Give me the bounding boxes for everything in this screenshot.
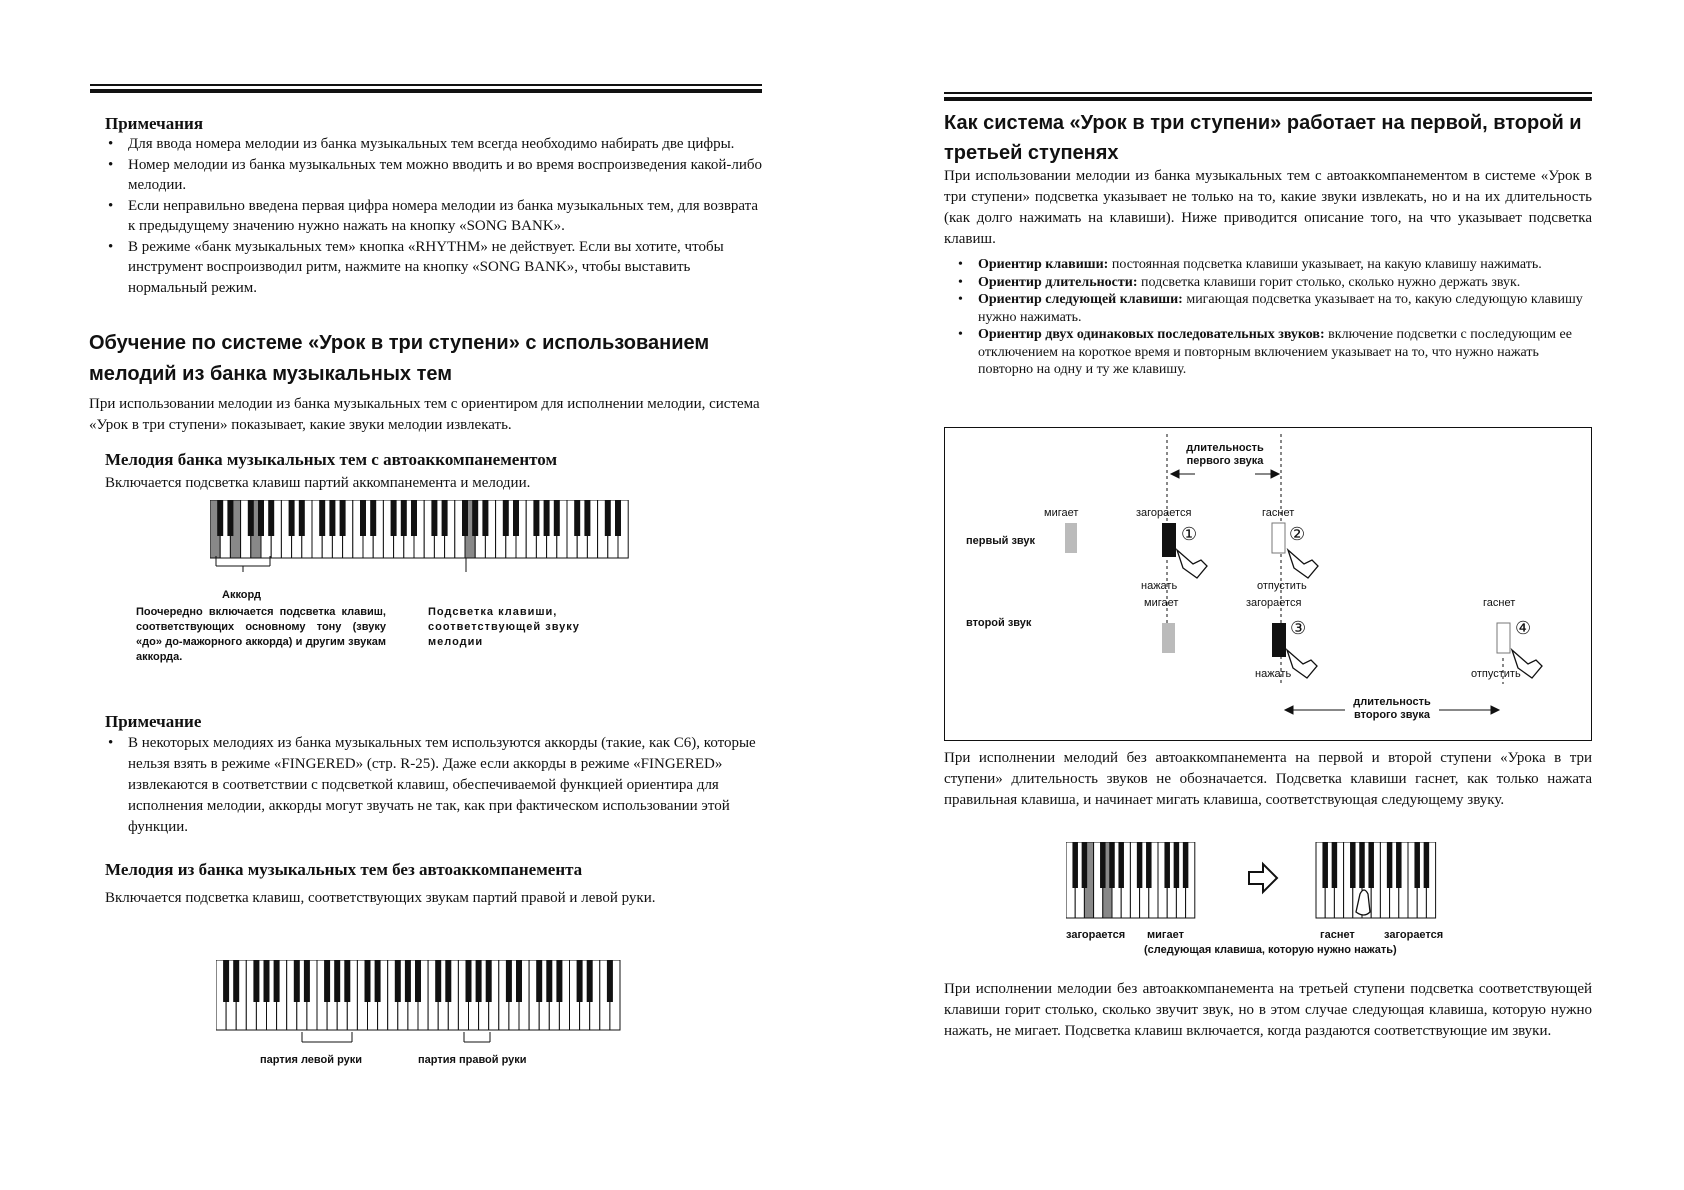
first-sound-label: первый звук [966,535,1036,547]
black-key [274,960,280,1002]
guide-next-key [956,291,1592,326]
top-rule-left-thick [90,89,762,93]
black-key [1164,842,1170,888]
press-label: нажать [1141,580,1178,592]
guide-term: Ориентир клавиши: [978,257,1109,272]
notes-title: Примечания [105,114,204,133]
goes-out-label: гаснет [1262,507,1295,519]
black-key [1118,842,1124,888]
black-key [1332,842,1338,888]
arrow-icon [1249,864,1277,892]
black-key [299,500,305,536]
black-key [344,960,350,1002]
black-key [445,960,451,1002]
guide-list [956,256,1592,379]
top-rule-left [90,84,762,86]
guide-key [956,256,1592,274]
press-label-2: нажать [1255,668,1292,680]
guide-repeat [956,326,1592,379]
black-key [556,960,562,1002]
black-key [264,960,270,1002]
note-item: • Номер мелодии из банка музыкальных тем можно вводить и во время воспроизведения какой-либо мелодии. [106,155,764,196]
black-key [411,500,417,536]
black-key [1100,842,1106,888]
kb-next-key-note: (следующая клавиша, которую нужно нажать) [1144,944,1397,956]
black-key [503,500,509,536]
black-key [605,500,611,536]
black-key [513,500,519,536]
black-key [340,500,346,536]
black-key [319,500,325,536]
kb-blinks-label: мигает [1147,929,1184,941]
black-key [462,500,468,536]
black-key [217,500,223,536]
right-section-title: Как система «Урок в три ступени» работает на первой, второй и третьей ступенях [944,112,1582,164]
notes-list [106,134,764,298]
step-1-marker: ① [1181,524,1198,544]
black-key [1424,842,1430,888]
right-intro: При использовании мелодии из банка музыкальных тем с автоаккомпанементом в системе «Урок в три ступени» подсветка указывает не только на то, какие звуки извлекать, но и на их длительность (как долго нажимать на клавиши). Ниже приводится описание того, на что указывает подсветка клавиш. [944,168,1592,247]
black-key [294,960,300,1002]
kb-lights-label: загорается [1066,929,1126,941]
second-sound-label: второй звук [966,617,1032,629]
note-item: • В некоторых мелодиях из банка музыкальных тем используются аккорды (такие, как C6), которые нельзя взять в режиме «FINGERED» (стр. R-25). Даже если аккорды в режиме «FINGERED» извлекаются в соответствии с подсветкой клавиш, обеспечиваемой функцией ориентира для исполнения мелодии, аккорды могут звучать не так, как при фактическом использовании этой функции. [106,733,764,838]
chord-label: Аккорд [222,589,261,601]
right-para-2: При исполнении мелодий без автоаккомпанемента на первой и второй ступени «Урока в три ступени» длительность звуков не обозначается. Подсветка клавиши гаснет, как только нажата правильная клавиша, и начинает мигать клавиша, соответствующая следующему звуку. [944,750,1592,808]
black-key [1183,842,1189,888]
guide-term: Ориентир следующей клавиши: [978,292,1183,307]
lights-label-2: загорается [1246,597,1302,609]
black-key [584,500,590,536]
lit-key-2 [1272,623,1286,657]
subsection-text-noauto: Включается подсветка клавиш, соответствующих звукам партий правой и левой руки. [105,890,656,906]
black-key [1387,842,1393,888]
off-key-2 [1497,623,1510,653]
black-key [324,960,330,1002]
black-key [1359,842,1365,888]
keyboard-step-diagram [1066,842,1466,920]
note-list [106,733,764,838]
keyboard-diagram-noauto [216,960,636,1048]
black-key [329,500,335,536]
kb-lights2-label: загорается [1384,929,1444,941]
black-key [1396,842,1402,888]
timing-diagram [944,427,1592,741]
black-key [516,960,522,1002]
right-hand-label: партия правой руки [418,1054,527,1066]
black-key [544,500,550,536]
black-key [405,960,411,1002]
blinks-label-2: мигает [1144,597,1179,609]
black-key [486,960,492,1002]
guide-desc: включение подсветки с последующим ее отключением на короткое время и повторным включением указывает на то, что нужно нажать повторно на одну и ту же клавишу. [978,327,1572,377]
section-text: При использовании мелодии из банка музыкальных тем с ориентиром для исполнении мелодии, система «Урок в три ступени» показывает, какие звуки мелодии извлекать. [89,396,760,433]
black-key [466,960,472,1002]
guide-desc: постоянная подсветка клавиши указывает, на какую клавишу нажимать. [1108,257,1542,272]
subsection-title-noauto: Мелодия из банка музыкальных тем без автоаккомпанемента [105,860,583,879]
note-item: • Если неправильно введена первая цифра номера мелодии из банка музыкальных тем, для возврата к предыдущему значению нужно нажать на кнопку «SONG BANK». [106,196,764,237]
guide-term: Ориентир двух одинаковых последовательных звуков: [978,327,1325,342]
kb-goes-out-label: гаснет [1320,929,1355,941]
black-key [1322,842,1328,888]
black-key [227,500,233,536]
black-key [375,960,381,1002]
black-key [574,500,580,536]
black-key [1146,842,1152,888]
black-key [248,500,254,536]
black-key [1174,842,1180,888]
black-key [1368,842,1374,888]
black-key [476,960,482,1002]
release-label: отпустить [1257,580,1307,592]
subsection-title-auto: Мелодия банка музыкальных тем с автоаккомпанементом [105,450,558,469]
black-key [1137,842,1143,888]
black-key [482,500,488,536]
guide-desc: подсветка клавиши горит столько, сколько нужно держать звук. [1137,274,1521,290]
black-key [401,500,407,536]
lights-label: загорается [1136,507,1192,519]
black-key [1082,842,1088,888]
goes-out-label-2: гаснет [1483,597,1516,609]
black-key [365,960,371,1002]
black-key [435,960,441,1002]
black-key [546,960,552,1002]
black-key [587,960,593,1002]
caption-chord: Поочередно включается подсветка клавиш, соответствующих основному тону (звуку «до» до-мажорного аккорда) и другим звукам аккорда. [136,606,386,663]
off-key-1 [1272,523,1285,553]
black-key [442,500,448,536]
step-2-marker: ② [1289,524,1306,544]
black-key [472,500,478,536]
black-key [253,960,259,1002]
duration-first-label: длительность первого звука [1186,442,1264,467]
release-label-2: отпустить [1471,668,1521,680]
blinks-label: мигает [1044,507,1079,519]
black-key [268,500,274,536]
top-rule-right [944,92,1592,94]
note-item: • В режиме «банк музыкальных тем» кнопка «RHYTHM» не действует. Если вы хотите, чтобы инструмент воспроизводил ритм, нажмите на кнопку «SONG BANK», чтобы выставить нормальный режим. [106,237,764,299]
step-4-marker: ④ [1515,618,1532,638]
guide-term: Ориентир длительности: [978,274,1138,290]
right-para-3: При исполнении мелодии без автоаккомпанемента на третьей ступени подсветка соответствующей клавиши горит столько, сколько звучит звук, но в этом случае следующая клавиша, которую нужно нажать, не мигает. Подсветка клавиш включается, когда раздаются соответствующие им звуки. [944,981,1592,1039]
black-key [1072,842,1078,888]
blink-key-2 [1162,623,1175,653]
black-key [304,960,310,1002]
guide-desc: мигающая подсветка указывает на то, какую следующую клавишу нужно нажимать. [978,292,1583,325]
step-3-marker: ③ [1290,618,1307,638]
keyboard-diagram-auto [210,500,650,572]
black-key [615,500,621,536]
top-rule-right-thick [944,97,1592,101]
note-title: Примечание [105,712,202,731]
black-key [258,500,264,536]
caption-melody: Подсветка клавиши, соответствующей звуку мелодии [428,606,580,648]
black-key [1350,842,1356,888]
black-key [533,500,539,536]
black-key [554,500,560,536]
black-key [334,960,340,1002]
black-key [395,960,401,1002]
black-key [223,960,229,1002]
blink-key-1 [1065,523,1077,553]
black-key [607,960,613,1002]
black-key [415,960,421,1002]
black-key [360,500,366,536]
black-key [431,500,437,536]
black-key [1414,842,1420,888]
lit-key-1 [1162,523,1176,557]
black-key [577,960,583,1002]
black-key [391,500,397,536]
section-title: Обучение по системе «Урок в три ступени» с использованием мелодий из банка музыкальных тем [89,332,710,385]
duration-second-label: длительность второго звука [1353,696,1431,721]
left-hand-label: партия левой руки [260,1054,363,1066]
black-key [233,960,239,1002]
black-key [370,500,376,536]
subsection-text-auto: Включается подсветка клавиш партий аккомпанемента и мелодии. [105,475,531,491]
guide-duration [956,274,1592,292]
black-key [1109,842,1115,888]
black-key [536,960,542,1002]
note-item: • Для ввода номера мелодии из банка музыкальных тем всегда необходимо набирать две цифры. [106,134,764,155]
black-key [506,960,512,1002]
black-key [289,500,295,536]
